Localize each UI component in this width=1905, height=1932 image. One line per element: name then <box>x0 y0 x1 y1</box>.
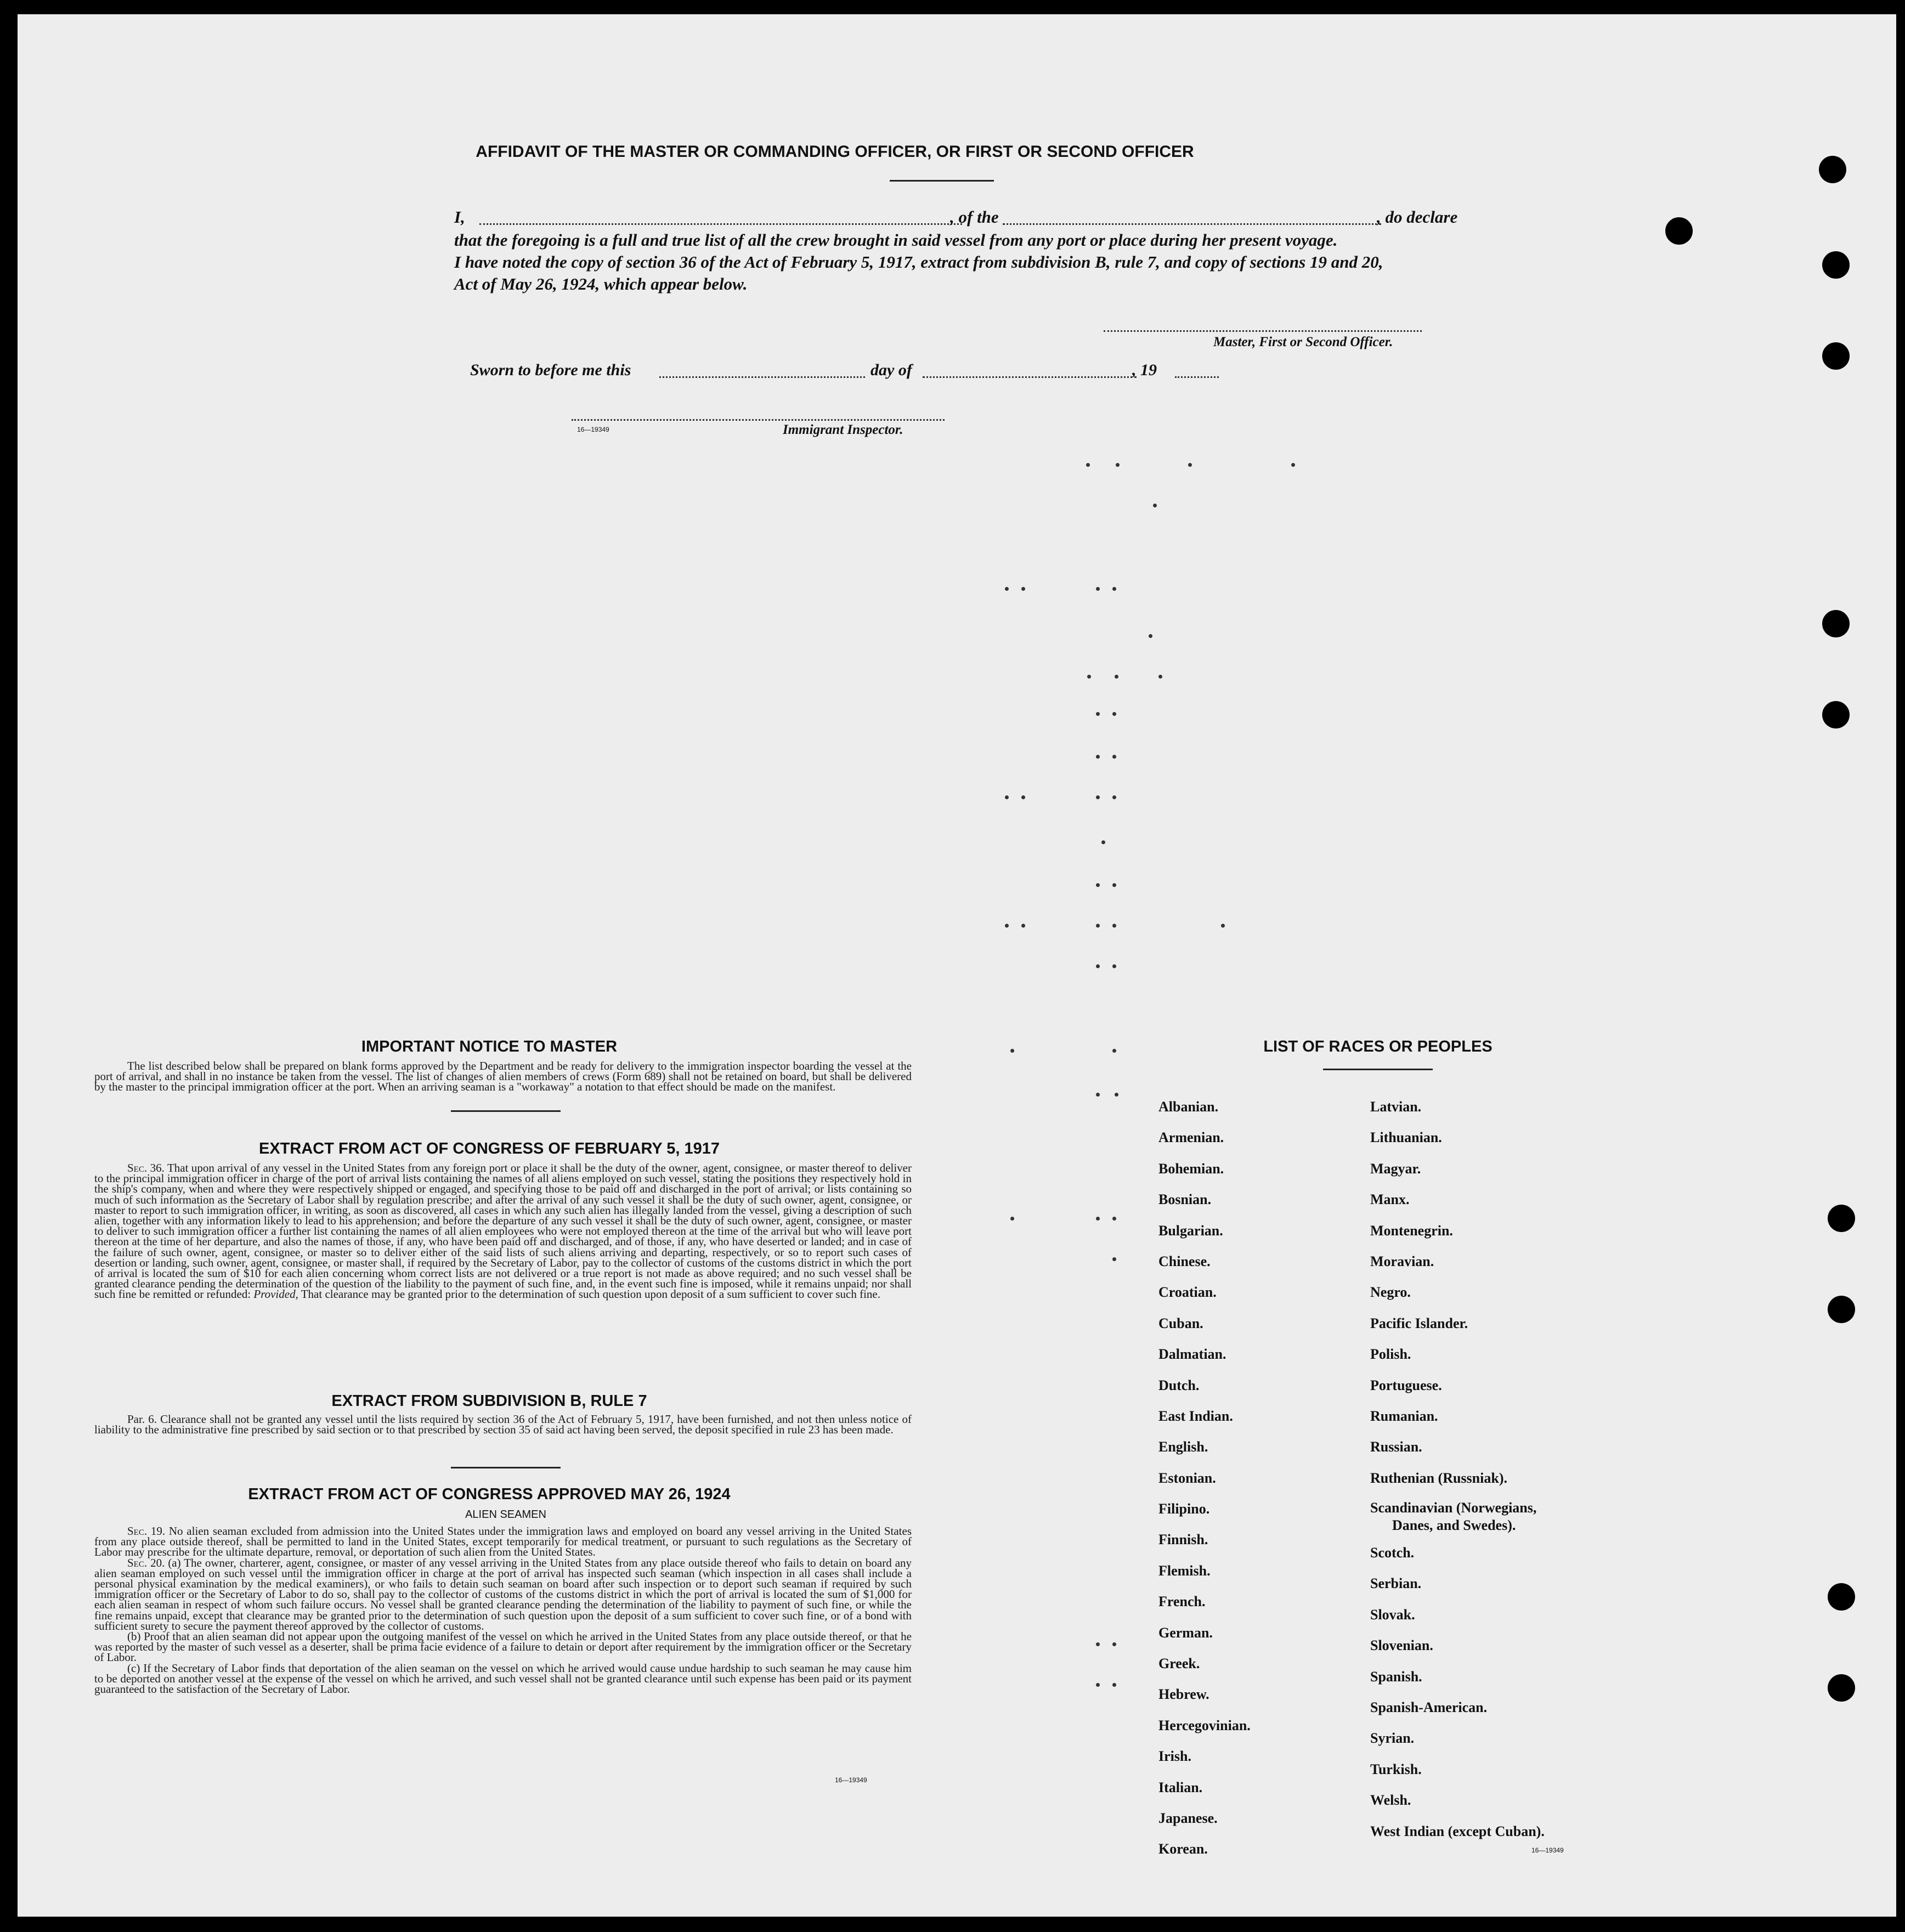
sec-36-text: That upon arrival of any vessel in the United States from any foreign port or place it shall be the duty of the owner, agent, consignee, or master thereof to deliver to the principal immigration officer in charge of the port of arrival lists containing the names of all aliens employed on such vessel, stating the positions they respectively hold in the ship's company, when and where they were respectively shipped or engaged, and specifying those to be paid off and discharged in the port of arrival; or lists containing so much of such information as the Secretary of Labor shall by regulation prescribe; and after the arrival of any such vessel it shall be the duty of such owner, agent, consignee, or master to report to such immigration officer, in writing, as soon as discovered, all cases in which any such alien has illegally landed from the vessel, giving a description of such alien, together with any information likely to lead to his apprehension; and before the departure of any such vessel it shall be the duty of such owner, agent, consignee, or master to deliver to such immigration officer a further list containing the names of all alien employees who were not employed thereon at the time of the arrival but who will leave port thereon at the time of her departure, and also the names of those, if any, who have been paid off and discharged, and of those, if any, who have deserted or landed; and in case of the failure of such owner, agent, consignee, or master so to deliver either of the said lists of such aliens arriving and departing, respectively, or so to report such cases of desertion or landing, such owner, agent, consignee, or master shall, if required by the Secretary of Labor, pay to the collector of customs of the customs district in which the port of arrival is located the sum of $10 for each alien concerning whom correct lists are not delivered or a true report is not made as above required; and no such vessel shall be granted clearance pending the determination of the question of the liability to the payment of such fine, and, in the event such fine is imposed, while it remains unpaid; nor shall such fine be remitted or refunded: <box>94 1161 912 1301</box>
race-item: Negro. <box>1370 1284 1411 1301</box>
sec-19-label: Sec. 19. <box>127 1524 166 1538</box>
notice-title: IMPORTANT NOTICE TO MASTER <box>361 1038 618 1055</box>
name-field[interactable] <box>479 223 962 225</box>
speck <box>1096 964 1100 968</box>
speck <box>1096 755 1100 759</box>
race-item: Turkish. <box>1370 1761 1422 1777</box>
speck <box>1112 883 1116 887</box>
notice-body <box>94 1061 912 1093</box>
race-item: Welsh. <box>1370 1792 1411 1809</box>
form-number-races: 16—19349 <box>1531 1846 1564 1854</box>
speck <box>1149 634 1152 638</box>
vessel-field[interactable] <box>1003 223 1381 225</box>
speck <box>1112 1257 1116 1261</box>
speck <box>1291 463 1295 467</box>
speck <box>1005 587 1009 591</box>
race-item: Filipino. <box>1158 1501 1210 1517</box>
year-label: , 19 <box>1132 361 1157 379</box>
speck <box>1096 1093 1100 1097</box>
race-item: Bosnian. <box>1158 1191 1212 1208</box>
race-item: Ruthenian (Russniak). <box>1370 1470 1507 1486</box>
sec-20b-text: (b) Proof that an alien seaman did not appear upon the outgoing manifest of the vessel on which he arrived in the United States from any place outside thereof, or that he was reported by the master of such vessel as a deserter, shall be prima facie evidence of a failure to detain or deport after requirement by the immigration officer or the Secretary of Labor. <box>94 1630 912 1664</box>
race-item: Slovak. <box>1370 1606 1415 1623</box>
race-item: English. <box>1158 1439 1208 1455</box>
race-item: Italian. <box>1158 1779 1203 1795</box>
race-item: Serbian. <box>1370 1575 1422 1592</box>
speck <box>1096 1683 1100 1687</box>
race-item: Hebrew. <box>1158 1686 1209 1703</box>
race-item: Scandinavian (Norwegians, <box>1370 1500 1537 1516</box>
race-item: Moravian. <box>1370 1253 1434 1269</box>
race-item: Polish. <box>1370 1346 1411 1363</box>
race-item: Chinese. <box>1158 1253 1211 1269</box>
race-item: Lithuanian. <box>1370 1129 1442 1146</box>
speck <box>1096 1642 1100 1646</box>
notice-divider <box>451 1110 561 1112</box>
speck <box>1221 924 1225 928</box>
race-item: Spanish. <box>1370 1668 1422 1685</box>
race-item: Slovenian. <box>1370 1637 1433 1654</box>
day-of-label: day of <box>870 361 912 379</box>
sworn-year-field[interactable] <box>1175 376 1219 378</box>
race-item: Montenegrin. <box>1370 1222 1453 1239</box>
speck <box>1112 964 1116 968</box>
sworn-label: Sworn to before me this <box>470 361 631 379</box>
race-item: Magyar. <box>1370 1160 1421 1177</box>
inspector-signature-line[interactable] <box>572 419 945 421</box>
extract-1924-title: EXTRACT FROM ACT OF CONGRESS APPROVED MAY 26, 1924 <box>248 1485 731 1503</box>
speck <box>1115 675 1118 679</box>
race-item: Irish. <box>1158 1748 1191 1765</box>
race-item: Spanish-American. <box>1370 1699 1488 1716</box>
extract-1924-body <box>94 1526 912 1694</box>
speck <box>1005 924 1009 928</box>
race-item: Portuguese. <box>1370 1377 1442 1393</box>
speck <box>1021 924 1025 928</box>
race-item: Korean. <box>1158 1841 1208 1857</box>
affidavit-line-3: I have noted the copy of section 36 of the Act of February 5, 1917, extract from subdivision B, rule 7, and copy of sections 19 and 20, <box>454 252 1383 272</box>
speck <box>1112 712 1116 716</box>
rule-7-body <box>94 1414 912 1435</box>
race-item: Albanian. <box>1158 1099 1219 1115</box>
punch-hole <box>1822 701 1850 728</box>
master-signature-line[interactable] <box>1104 330 1422 332</box>
race-item: German. <box>1158 1624 1213 1641</box>
punch-hole <box>1819 156 1846 183</box>
speck <box>1112 924 1116 928</box>
document-page <box>18 14 1896 1917</box>
speck <box>1096 712 1100 716</box>
speck <box>1010 1217 1014 1221</box>
speck <box>1096 883 1100 887</box>
race-item: Estonian. <box>1158 1470 1216 1486</box>
punch-hole <box>1828 1674 1855 1702</box>
extract-1917-body <box>94 1163 912 1300</box>
speck <box>1158 675 1162 679</box>
race-item: Latvian. <box>1370 1099 1422 1115</box>
speck <box>1112 587 1116 591</box>
punch-hole <box>1822 342 1850 370</box>
speck <box>1112 795 1116 799</box>
race-item: Danes, and Swedes). <box>1392 1517 1516 1534</box>
affidavit-of-the: , of the <box>950 207 999 227</box>
speck <box>1112 755 1116 759</box>
sec-36-tail: That clearance may be granted prior to the determination of such question upon deposit of a sum sufficient to cover such fine. <box>301 1287 881 1301</box>
speck <box>1021 587 1025 591</box>
affidavit-line-4: Act of May 26, 1924, which appear below. <box>454 274 748 293</box>
notice-text: The list described below shall be prepared on blank forms approved by the Department and be ready for delivery to the immigration inspector boarding the vessel at the port of arrival, and shall in no instance be taken from the vessel. The list of changes of alien members of crews (Form 689) shall not be retained on board, but shall be delivered by the master to the principal immigration officer at the port. When an arriving seaman is a "workaway" a notation to that effect should be made on the manifest. <box>94 1059 912 1094</box>
rule-7-text: Par. 6. Clearance shall not be granted any vessel until the lists required by section 36 of the Act of February 5, 1917, have been furnished, and not then unless notice of liability to the administrative fine prescribed by said section or to that prescribed by section 35 of said act having been served, the deposit specified in rule 23 has been made. <box>94 1413 912 1437</box>
speck <box>1010 1049 1014 1053</box>
race-item: Syrian. <box>1370 1730 1415 1747</box>
race-item: Hercegovinian. <box>1158 1717 1251 1733</box>
race-item: West Indian (except Cuban). <box>1370 1823 1545 1839</box>
speck <box>1096 924 1100 928</box>
races-column-2 <box>1370 1092 1545 1847</box>
race-item: Dalmatian. <box>1158 1346 1226 1363</box>
speck <box>1116 463 1120 467</box>
affidavit-title: AFFIDAVIT OF THE MASTER OR COMMANDING OFFICER, OR FIRST OR SECOND OFFICER <box>476 143 1194 161</box>
sec-20-label: Sec. 20. <box>127 1556 165 1569</box>
speck <box>1096 795 1100 799</box>
race-item: Pacific Islander. <box>1370 1315 1468 1331</box>
sec-19-text: No alien seaman excluded from admission into the United States under the immigration laws and employed on board any vessel arriving in the United States from any place outside thereof, shall be permitted to land in the United States, except temporarily for medical treatment, or pursuant to such regulations as the Secretary of Labor may prescribe for the ultimate departure, removal, or deportation of such alien from the United States. <box>94 1524 912 1559</box>
punch-hole <box>1822 251 1850 279</box>
punch-hole <box>1828 1205 1855 1232</box>
title-divider <box>890 180 994 182</box>
race-item: Greek. <box>1158 1656 1200 1672</box>
race-item: Bulgarian. <box>1158 1222 1223 1239</box>
extract-1917-title: EXTRACT FROM ACT OF CONGRESS OF FEBRUARY 5, 1917 <box>258 1140 720 1157</box>
sec-20c-text: (c) If the Secretary of Labor finds that deportation of the alien seaman on the vessel on which he arrived would cause undue hardship to such seaman he may cause him to be deported on another vessel at the expense of the vessel on which he arrived, and such vessel shall not be granted clearance until such expense has been paid or its payment guaranteed to the satisfaction of the Secretary of Labor. <box>94 1661 912 1696</box>
speck <box>1021 795 1025 799</box>
race-item: Armenian. <box>1158 1129 1224 1146</box>
punch-hole <box>1822 610 1850 637</box>
race-item: Scotch. <box>1370 1545 1415 1561</box>
race-item: Croatian. <box>1158 1284 1217 1301</box>
sec-20a-text: (a) The owner, charterer, agent, consignee, or master of any vessel arriving in the United States from any place outside thereof who fails to detain on board any alien seaman employed on such vessel until the immigration officer in charge at the port of arrival has inspected such seaman (which inspection in all cases shall include a personal physical examination by the medical examiners), or who fails to detain such seaman on board after such inspection or to deport such seaman if required by such immigration officer or the Secretary of Labor to do so, shall pay to the collector of customs of the customs district in which the port of arrival is located the sum of $1,000 for each alien seaman in respect of whom such failure occurs. No vessel shall be granted clearance pending the determination of the liability to payment of such fine, or while the fine remains unpaid, except that clearance may be granted prior to the determination of such question upon the deposit of a sum sufficient to cover such fine, or of a bond with sufficient surety to secure the payment thereof approved by the collector of customs. <box>94 1556 912 1632</box>
form-number: 16—19349 <box>577 426 609 433</box>
rule-7-divider <box>451 1467 561 1468</box>
speck <box>1005 795 1009 799</box>
speck <box>1087 675 1091 679</box>
race-item: Russian. <box>1370 1439 1422 1455</box>
punch-hole <box>1665 217 1693 245</box>
speck <box>1112 1217 1116 1221</box>
sworn-day-field[interactable] <box>659 376 865 378</box>
rule-7-title: EXTRACT FROM SUBDIVISION B, RULE 7 <box>331 1392 647 1410</box>
speck <box>1096 587 1100 591</box>
inspector-signature-label: Immigrant Inspector. <box>783 422 903 437</box>
race-item: French. <box>1158 1594 1206 1610</box>
sec-36-label: Sec. 36. <box>127 1161 165 1174</box>
speck <box>1112 1049 1116 1053</box>
races-title: LIST OF RACES OR PEOPLES <box>1263 1038 1493 1055</box>
races-column-1 <box>1158 1092 1251 1865</box>
affidavit-i: I, <box>454 207 465 227</box>
race-item: Rumanian. <box>1370 1408 1438 1424</box>
speck <box>1101 840 1105 844</box>
alien-seamen-subtitle: ALIEN SEAMEN <box>465 1509 546 1521</box>
race-item: Finnish. <box>1158 1532 1208 1548</box>
race-item: Cuban. <box>1158 1315 1203 1331</box>
race-item: Flemish. <box>1158 1562 1211 1579</box>
speck <box>1153 504 1157 507</box>
speck <box>1188 463 1192 467</box>
form-number-bottom: 16—19349 <box>835 1776 867 1784</box>
punch-hole <box>1828 1296 1855 1323</box>
race-item: East Indian. <box>1158 1408 1233 1424</box>
race-item: Bohemian. <box>1158 1160 1224 1177</box>
speck <box>1112 1683 1116 1687</box>
race-item: Japanese. <box>1158 1810 1218 1826</box>
race-item: Dutch. <box>1158 1377 1200 1393</box>
speck <box>1096 1217 1100 1221</box>
speck <box>1112 1642 1116 1646</box>
affidavit-line-2: that the foregoing is a full and true list of all the crew brought in said vessel from any port or place during her present voyage. <box>454 230 1338 250</box>
punch-hole <box>1828 1583 1855 1611</box>
affidavit-do-declare: , do declare <box>1377 207 1458 227</box>
sworn-month-field[interactable] <box>923 376 1137 378</box>
provided-word: Provided, <box>253 1287 298 1301</box>
speck <box>1115 1093 1118 1097</box>
race-item: Manx. <box>1370 1191 1410 1208</box>
master-signature-label: Master, First or Second Officer. <box>1213 335 1393 349</box>
races-divider <box>1323 1069 1433 1070</box>
speck <box>1086 463 1090 467</box>
